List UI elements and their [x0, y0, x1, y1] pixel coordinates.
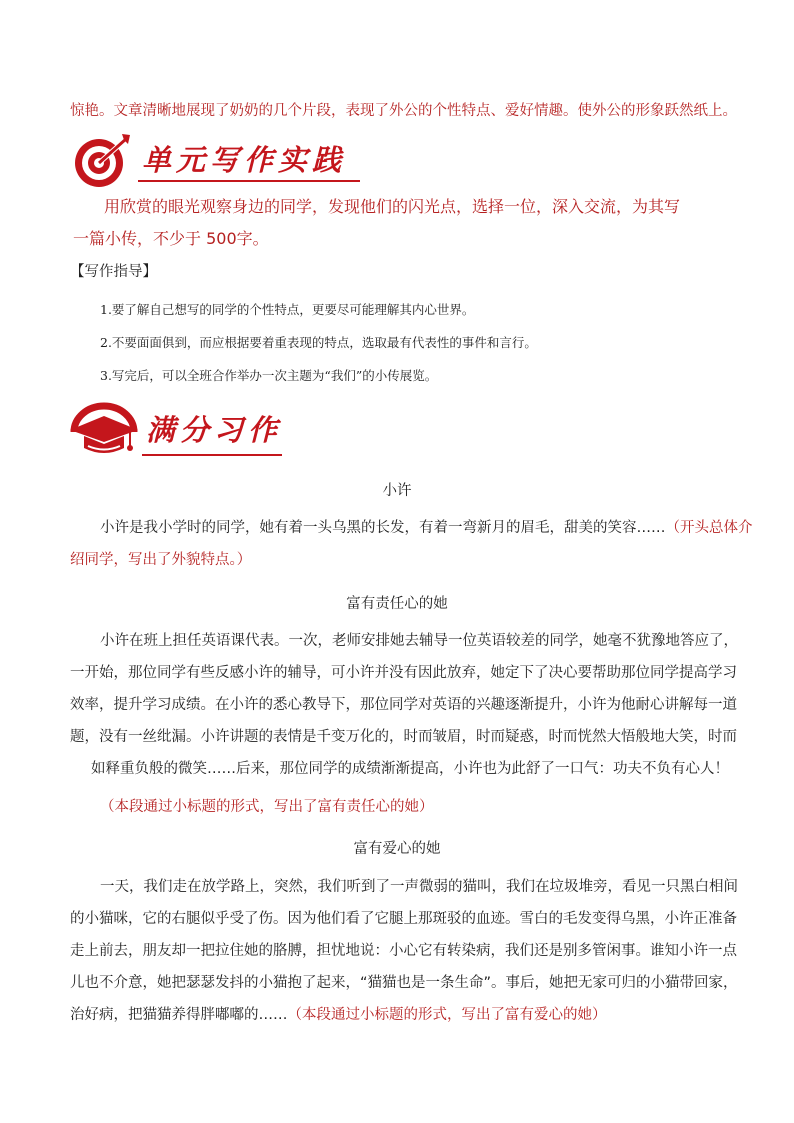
- section2-banner: [66, 400, 296, 460]
- prompt-line-1: 用欣赏的眼光观察身边的同学，发现他们的闪光点，选择一位，深入交流，为其写: [104, 197, 681, 216]
- paragraph-3-line: 走上前去，朋友却一把拉住她的胳膊，担忧地说：小心它有转染病，我们还是别多管闲事。谁知小许一点: [70, 943, 737, 959]
- subtitle-responsibility: 富有责任心的她: [346, 596, 448, 612]
- paragraph-1-line-1: [100, 518, 753, 538]
- paragraph-2-line: 小许在班上担任英语课代表。一次，老师安排她去辅导一位英语较差的同学，她毫不犹豫地答应了，: [100, 633, 738, 649]
- paragraph-2-line: 一开始，那位同学有些反感小许的辅导，可小许并没有因此放弃，她定下了决心要帮助那位同学提高学习: [70, 665, 737, 681]
- intro-line: 惊艳。文章清晰地展现了奶奶的几个片段，表现了外公的个性特点、爱好情趣。使外公的形象跃然纸上。: [70, 103, 737, 119]
- graduation-cap-icon: [66, 402, 142, 460]
- paragraph-3-last-line: [70, 1005, 607, 1025]
- paragraph-3-line: 一天，我们走在放学路上，突然，我们听到了一声微弱的猫叫，我们在垃圾堆旁，看见一只黑白相间: [100, 879, 738, 895]
- guide-item: 3.写完后，可以全班合作举办一次主题为“我们”的小传展览。: [100, 368, 438, 383]
- text-span: 小许是我小学时的同学，她有着一头乌黑的长发，有着一弯新月的眉毛，甜美的笑容……: [100, 520, 666, 536]
- paragraph-2-line: 如释重负般的微笑……后来，那位同学的成绩渐渐提高，小许也为此舒了一口气：功夫不负有心人！: [91, 761, 729, 777]
- annotation-span: （本段通过小标题的形式，写出了富有爱心的她）: [287, 1007, 607, 1023]
- paragraph-2-line: 题，没有一丝纰漏。小许讲题的表情是千变万化的，时而皱眉，时而疑惑，时而恍然大悟般地大笑，时而: [70, 729, 737, 745]
- guide-item: 2.不要面面俱到，而应根据要着重表现的特点，选取最有代表性的事件和言行。: [100, 335, 537, 350]
- section2-title: 满分习作: [146, 413, 283, 447]
- paragraph-3-line: 的小猫咪，它的右腿似乎受了伤。因为他们看了它腿上那斑驳的血迹。雪白的毛发变得乌黑，小许正准备: [70, 911, 737, 927]
- paragraph-1-line-2: 绍同学，写出了外貌特点。）: [70, 552, 252, 568]
- paragraph-2-line: 效率，提升学习成绩。在小许的悉心教导下，那位同学对英语的兴趣逐渐提升，小许为他耐心讲解每一道: [70, 697, 737, 713]
- guide-item: 1.要了解自己想写的同学的个性特点，更要尽可能理解其内心世界。: [100, 302, 475, 317]
- target-icon: [72, 134, 132, 190]
- section1-banner: [72, 132, 362, 190]
- subtitle-kindness: 富有爱心的她: [353, 841, 441, 857]
- section1-underline: [138, 180, 360, 182]
- text-span: 治好病，把猫猫养得胖嘟嘟的……: [70, 1007, 288, 1023]
- prompt-line-2: 一篇小传，不少于 500字。: [73, 229, 269, 248]
- guide-label: 【写作指导】: [70, 264, 157, 280]
- annotation-span: （开头总体介: [665, 520, 753, 536]
- paragraph-3-line: 儿也不介意，她把瑟瑟发抖的小猫抱了起来，“猫猫也是一条生命”。事后，她把无家可归的小猫带回家，: [70, 975, 738, 991]
- essay-title: 小许: [382, 483, 412, 499]
- paragraph-2-note: （本段通过小标题的形式，写出了富有责任心的她）: [100, 799, 434, 815]
- section2-underline: [142, 454, 282, 456]
- section1-title: 单元写作实践: [142, 143, 347, 177]
